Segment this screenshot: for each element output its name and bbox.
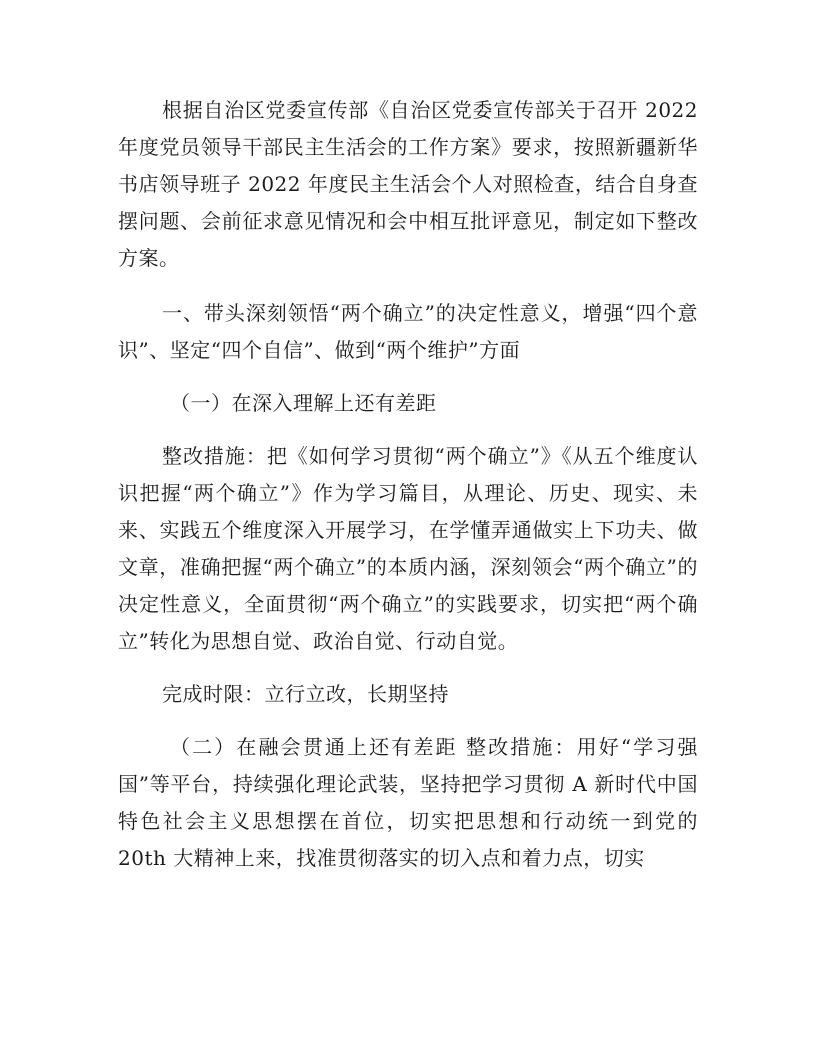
subsection-paragraph-2: （二）在融会贯通上还有差距 整改措施：用好“学习强国”等平台，持续强化理论武装，坚持把学习贯彻 A 新时代中国特色社会主义思想摆在首位，切实把思想和行动统一到党的 20th 大精神上来，找准贯彻落实的切入点和着力点，切实 [118,735,698,870]
section-heading-1: 一、带头深刻领悟“两个确立”的决定性意义，增强“四个意识”、坚定“四个自信”、做到“两个维护”方面 [118,301,698,362]
subsection-heading-1: （一）在深入理解上还有差距 [170,391,437,415]
document-page [118,92,698,877]
deadline-paragraph-1: 完成时限：立行立改，长期坚持 [162,682,449,706]
intro-paragraph: 根据自治区党委宣传部《自治区党委宣传部关于召开 2022 年度党员领导干部民主生活会的工作方案》要求，按照新疆新华书店领导班子 2022 年度民主生活会个人对照检查，结合自身查摆问题、会前征求意见情况和会中相互批评意见，制定如下整改方案。 [118,98,698,270]
measures-paragraph-1: 整改措施：把《如何学习贯彻“两个确立”》《从五个维度认识把握“两个确立”》作为学习篇目，从理论、历史、现实、未来、实践五个维度深入开展学习，在学懂弄通做实上下功夫、做文章，准确把握“两个确立”的本质内涵，深刻领会“两个确立”的决定性意义，全面贯彻“两个确立”的实践要求，切实把“两个确立”转化为思想自觉、政治自觉、行动自觉。 [118,444,698,653]
